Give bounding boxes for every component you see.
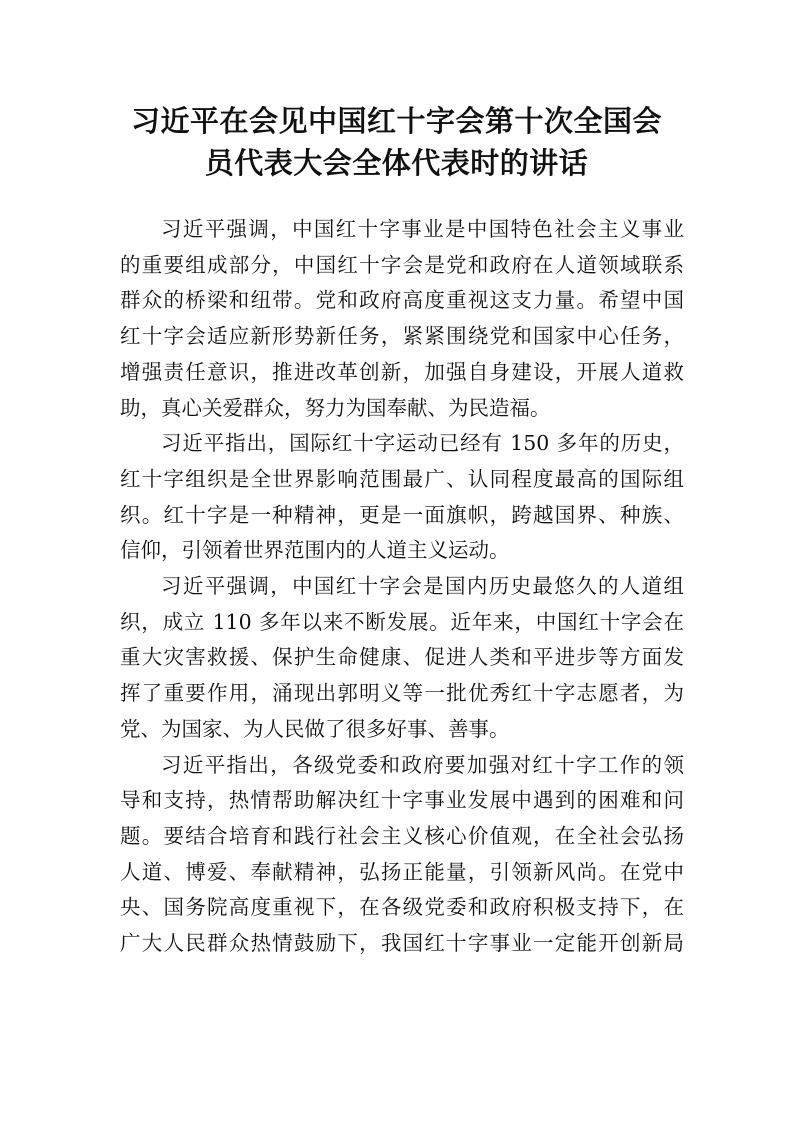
- paragraph-line: 习近平强调，中国红十字会是国内历史最悠久的人道组: [161, 574, 684, 599]
- paragraph-line: 人道、博爱、奉献精神，弘扬正能量，引领新风尚。在党中: [120, 859, 684, 884]
- paragraph-line: 习近平指出，各级党委和政府要加强对红十字工作的领: [161, 752, 684, 777]
- paragraph-line: 群众的桥梁和纽带。党和政府高度重视这支力量。希望中国: [120, 288, 684, 313]
- paragraph-4: [120, 748, 684, 962]
- paragraph-line: 挥了重要作用，涌现出郭明义等一批优秀红十字志愿者，为: [120, 681, 684, 706]
- paragraph-line: 重大灾害救援、保护生命健康、促进人类和平进步等方面发: [120, 645, 684, 670]
- paragraph-line: 红十字会适应新形势新任务，紧紧围绕党和国家中心任务，: [120, 324, 684, 349]
- paragraph-1: [120, 212, 684, 426]
- paragraph-line: 增强责任意识，推进改革创新，加强自身建设，开展人道救: [120, 359, 684, 384]
- paragraph-line: 导和支持，热情帮助解决红十字事业发展中遇到的困难和问: [120, 788, 684, 813]
- paragraph-line: 题。要结合培育和践行社会主义核心价值观，在全社会弘扬: [120, 823, 684, 848]
- paragraph-line: 党、为国家、为人民做了很多好事、善事。: [120, 716, 510, 741]
- paragraph-line: 广大人民群众热情鼓励下，我国红十字事业一定能开创新局: [120, 931, 684, 956]
- document-body: [120, 212, 684, 962]
- paragraph-line: 信仰，引领着世界范围内的人道主义运动。: [120, 538, 510, 563]
- paragraph-line: 的重要组成部分，中国红十字会是党和政府在人道领域联系: [120, 252, 684, 277]
- document-title: [80, 100, 713, 184]
- title-line-2: 员代表大会全体代表时的讲话: [204, 146, 589, 180]
- paragraph-line: 习近平指出，国际红十字运动已经有 150 多年的历史，: [161, 431, 684, 456]
- paragraph-line: 央、国务院高度重视下，在各级党委和政府积极支持下，在: [120, 895, 684, 920]
- paragraph-line: 织。红十字是一种精神，更是一面旗帜，跨越国界、种族、: [120, 502, 684, 527]
- paragraph-line: 习近平强调，中国红十字事业是中国特色社会主义事业: [161, 217, 684, 241]
- title-line-1: 习近平在会见中国红十字会第十次全国会: [130, 104, 662, 138]
- paragraph-line: 织，成立 110 多年以来不断发展。近年来，中国红十字会在: [120, 609, 684, 634]
- paragraph-line: 助，真心关爱群众，努力为国奉献、为民造福。: [120, 395, 551, 420]
- paragraph-3: [120, 569, 684, 748]
- paragraph-line: 红十字组织是全世界影响范围最广、认同程度最高的国际组: [120, 466, 684, 491]
- paragraph-2: [120, 426, 684, 569]
